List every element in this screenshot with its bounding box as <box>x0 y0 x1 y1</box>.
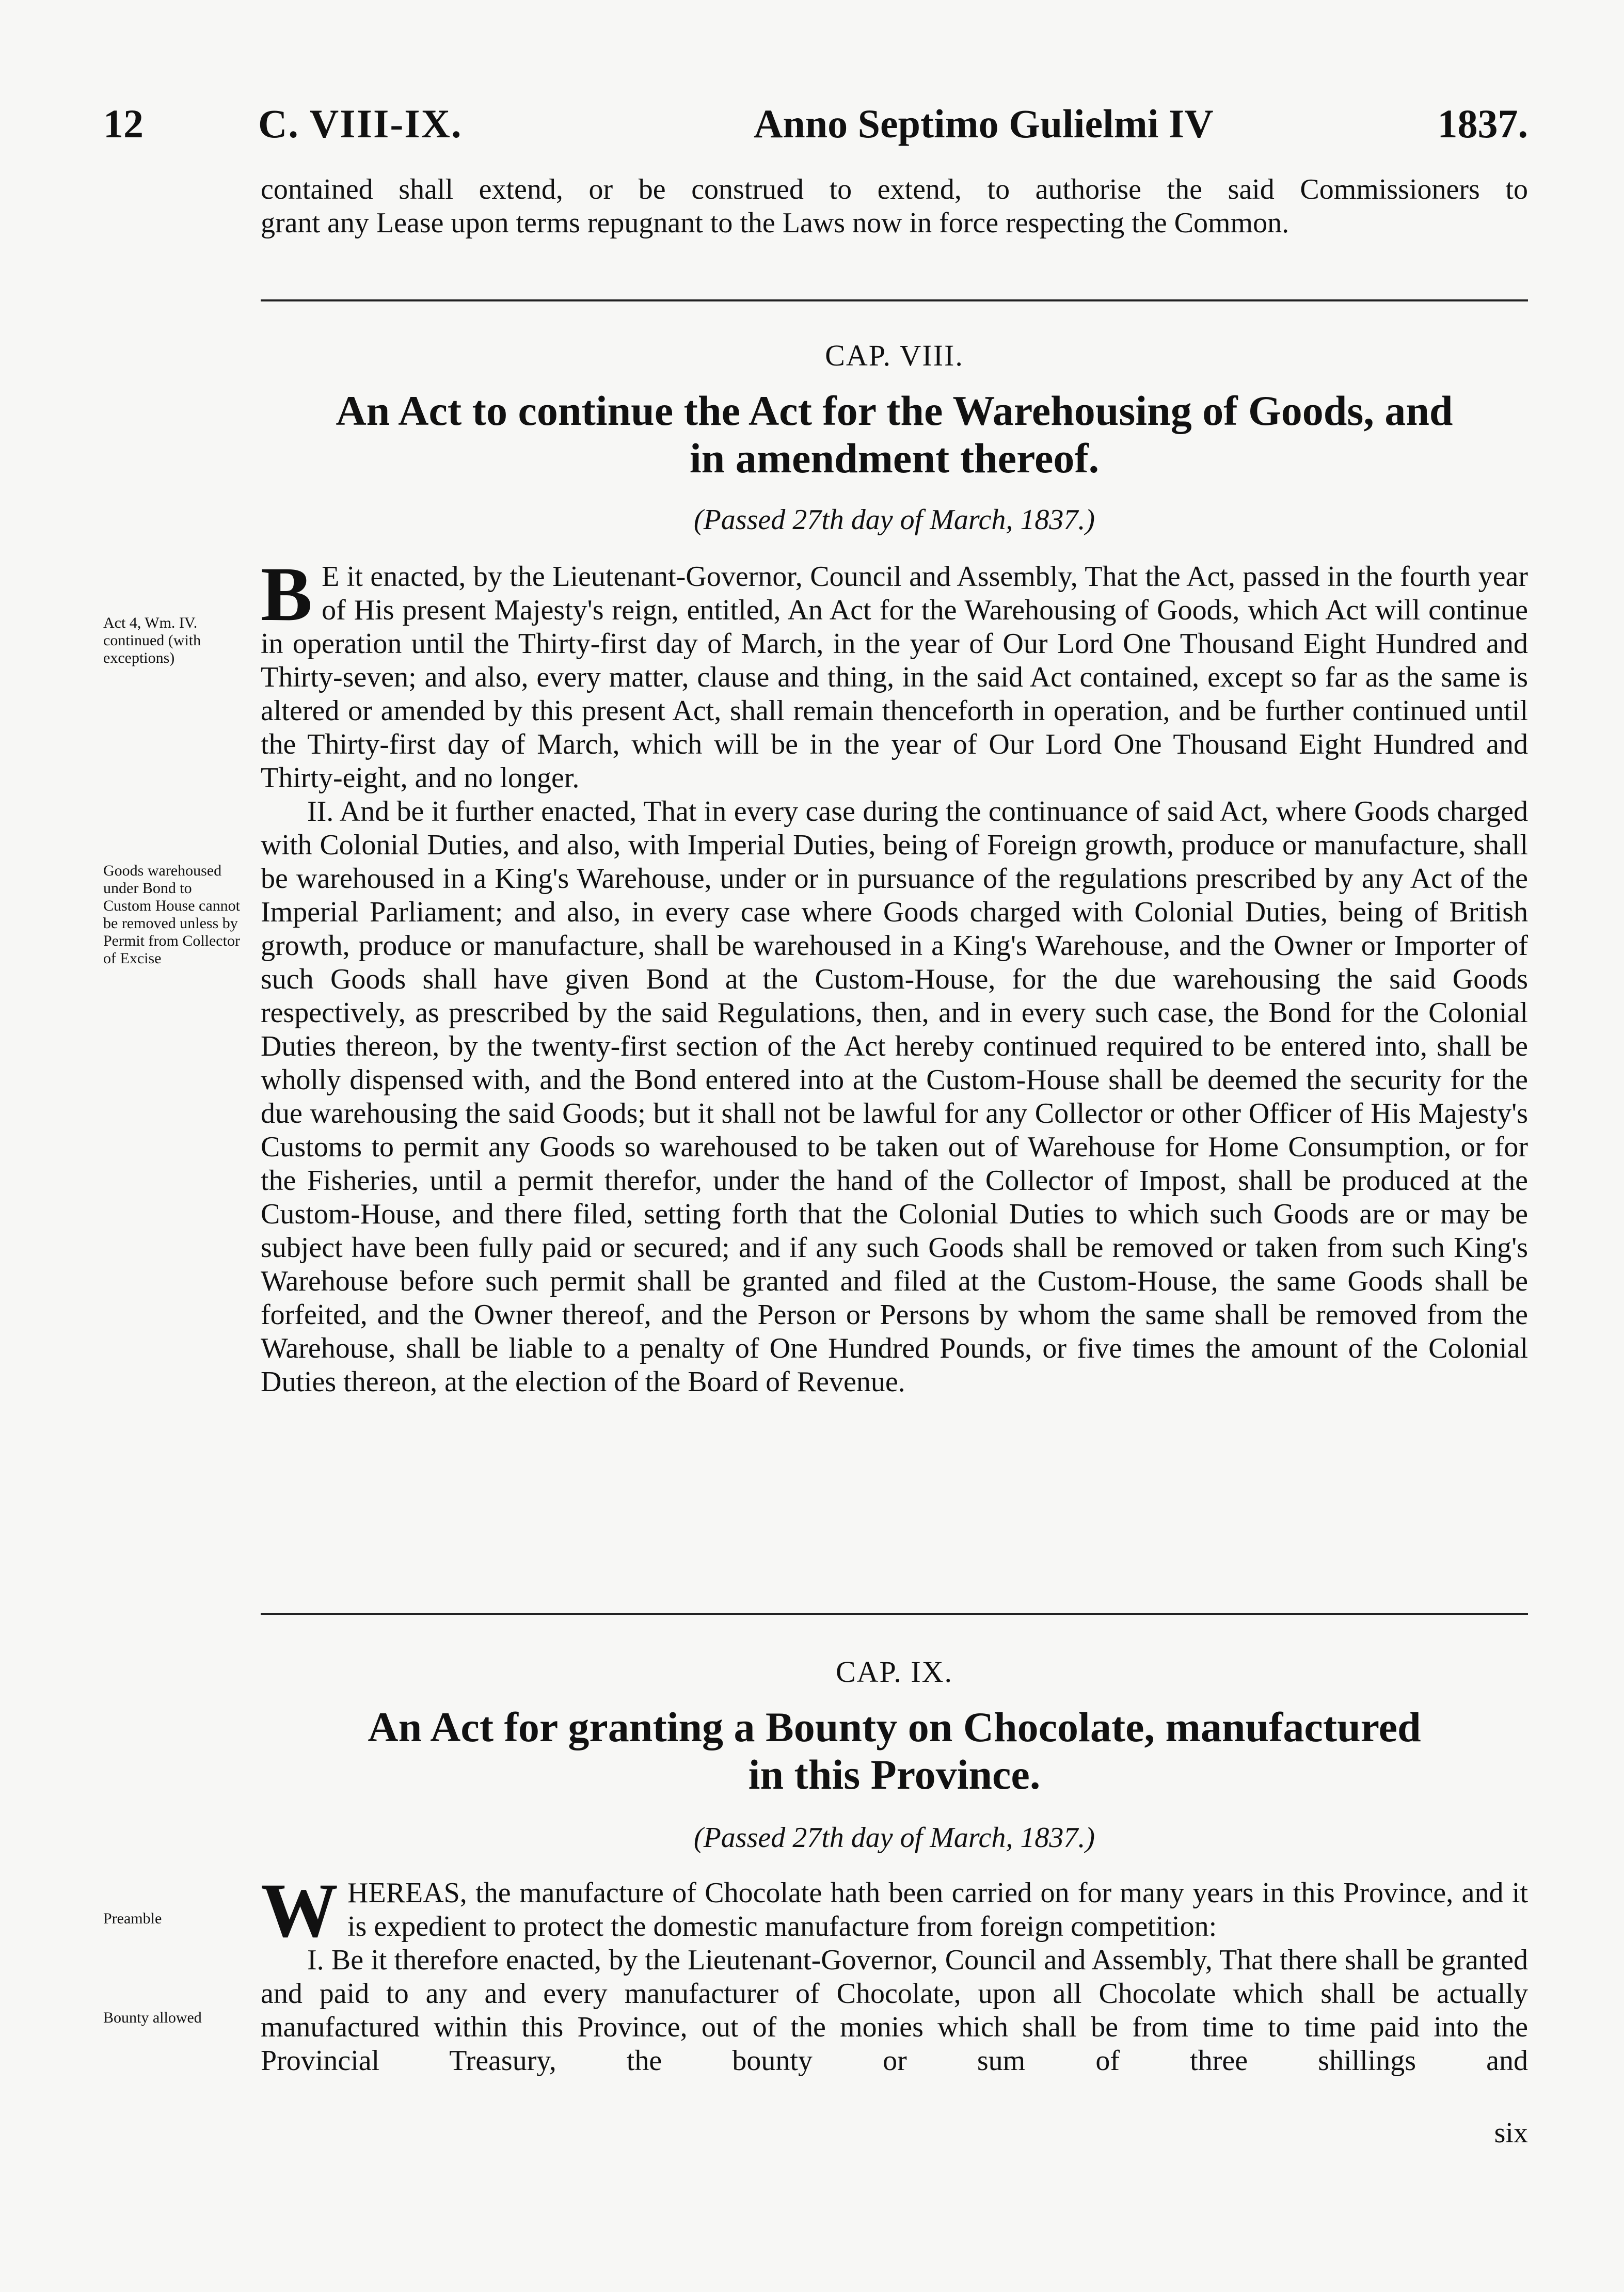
passed-date-text: (Passed 27th day of March, 1837.) <box>693 1822 1095 1854</box>
preamble-text: HEREAS, the manufacture of Chocolate hath been carried on for many years in this Province, and it is expedient to protect the domestic manufacture from foreign competition: <box>347 1877 1528 1943</box>
act-body <box>261 551 1528 1399</box>
section-1 <box>261 551 1528 795</box>
act-title-line-1: An Act to continue the Act for the Warehousing of Goods, and <box>336 387 1453 434</box>
header-year: 1837. <box>1437 101 1528 146</box>
cap-heading: CAP. IX. <box>835 1655 953 1689</box>
page-number: 12 <box>103 101 144 146</box>
chapter-range: C. VIII-IX. <box>258 101 463 146</box>
section-divider <box>261 299 1528 301</box>
act-title-line-2: in this Province. <box>748 1751 1041 1798</box>
catchword: six <box>1494 2117 1528 2149</box>
section-1-text: E it enacted, by the Lieutenant-Governor, Council and Assembly, That the Act, passed in the fourth year of His present Majesty's reign, entitled, An Act for the Warehousing of Goods, which Act will continue in operation until the Thirty-first day of March, in the year of Our Lord One Thousand Eight Hundred and Thirty-seven; and also, every matter, clause and thing, in the said Act contained, except so far as the same is altered or amended by this present Act, shall remain thenceforth in operation, and be further continued until the Thirty-first day of March, which will be in the year of Our Lord One Thousand Eight Hundred and Thirty-eight, and no longer. <box>261 561 1528 794</box>
margin-note: Act 4, Wm. IV. continued (with exceptions) <box>103 614 201 666</box>
section-1: I. Be it therefore enacted, by the Lieutenant-Governor, Council and Assembly, That there shall be granted and paid to any and every manufacturer of Chocolate, upon all Chocolate which shall be actually manufactured within this Province, out of the monies which shall be from time to time paid into the Provincial Treasury, the bounty or sum of three shillings and <box>261 1944 1528 2077</box>
act-title-line-1: An Act for granting a Bounty on Chocolate, manufactured <box>368 1704 1421 1750</box>
passed-date-text: (Passed 27th day of March, 1837.) <box>693 504 1095 536</box>
continuation-line-2: grant any Lease upon terms repugnant to the Laws now in force respecting the Common. <box>261 207 1289 239</box>
continuation-line-1: contained shall extend, or be construed to extend, to authorise the said Commissioners to <box>261 173 1528 205</box>
drop-cap: W <box>261 1868 338 1953</box>
act-title <box>261 1704 1528 1798</box>
passed-date <box>261 1821 1528 1854</box>
running-header <box>103 101 1528 157</box>
section-divider <box>261 1613 1528 1615</box>
act-body <box>261 1868 1528 2078</box>
continuation-text <box>261 173 1528 240</box>
act-title <box>261 387 1528 482</box>
passed-date <box>261 503 1528 536</box>
margin-note: Preamble <box>103 1910 162 1927</box>
cap-heading: CAP. VIII. <box>825 339 964 372</box>
drop-cap: B <box>261 551 313 637</box>
act-title-line-2: in amendment thereof. <box>689 435 1100 482</box>
section-2: II. And be it further enacted, That in every case during the continuance of said Act, where Goods charged with Colonial Duties, and also, with Imperial Duties, being of Foreign growth, produce or manufacture, shall be warehoused in a King's Warehouse, under or in pursuance of the regulations prescribed by any Act of the Imperial Parliament; and also, in every case where Goods charged with Colonial Duties, being of British growth, produce or manufacture, shall be warehoused in a King's Warehouse, and the Owner or Importer of such Goods shall have given Bond at the Custom-House, for the due warehousing the said Goods respectively, as prescribed by the said Regulations, then, and in every such case, the Bond for the Colonial Duties thereon, by the twenty-first section of the Act hereby continued required to be entered into, shall be wholly dispensed with, and the Bond entered into at the Custom-House shall be deemed the security for the due warehousing the said Goods; but it shall not be lawful for any Collector or other Officer of His Majesty's Customs to permit any Goods so warehoused to be taken out of Warehouse for Home Consumption, or for the Fisheries, until a permit therefor, under the hand of the Collector of Impost, shall be produced at the Custom-House, and there filed, setting forth that the Colonial Duties to which such Goods are or may be subject have been fully paid or secured; and if any such Goods shall be removed or taken from such King's Warehouse before such permit shall be granted and filed at the Custom-House, the same Goods shall be forfeited, and the Owner thereof, and the Person or Persons by whom the same shall be removed from the Warehouse, shall be liable to a penalty of One Hundred Pounds, or five times the amount of the Colonial Duties thereon, at the election of the Board of Revenue. <box>261 795 1528 1398</box>
preamble <box>261 1868 1528 1953</box>
margin-note: Goods warehoused under Bond to Custom House cannot be removed unless by Permit from Collector of Excise <box>103 862 240 967</box>
margin-note: Bounty allowed <box>103 2009 202 2026</box>
running-title: Anno Septimo Gulielmi IV <box>754 101 1214 146</box>
